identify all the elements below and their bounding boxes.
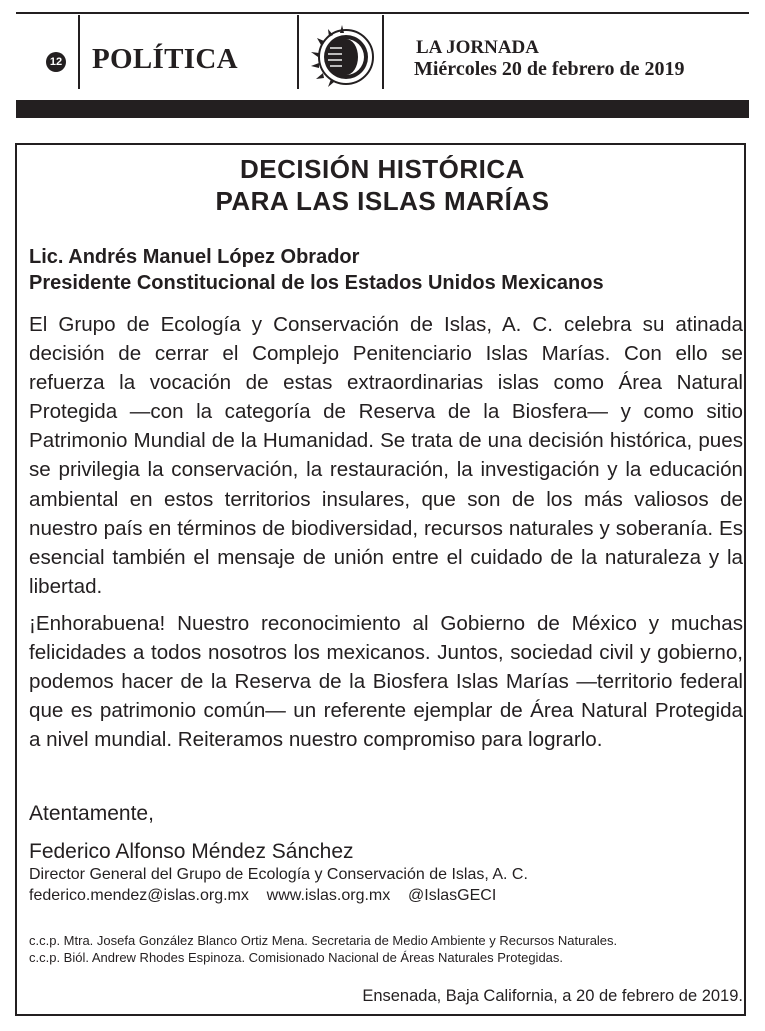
headline-line-2: PARA LAS ISLAS MARÍAS	[215, 186, 550, 216]
contact-email[interactable]: federico.mendez@islas.org.mx	[29, 887, 249, 904]
place-and-date: Ensenada, Baja California, a 20 de febrero de 2019.	[362, 987, 743, 1005]
closing-salutation: Atentamente,	[29, 802, 154, 825]
signer-name: Federico Alfonso Méndez Sánchez	[29, 840, 354, 863]
masthead-divider	[297, 15, 299, 89]
signer-title: Director General del Grupo de Ecología y Conservación de Islas, A. C.	[29, 866, 528, 883]
recipient-title: Presidente Constitucional de los Estados Unidos Mexicanos	[29, 272, 604, 294]
recipient-name: Lic. Andrés Manuel López Obrador	[29, 246, 360, 268]
cc-line-2: c.c.p. Biól. Andrew Rhodes Espinoza. Comisionado Nacional de Áreas Naturales Protegidas.	[29, 950, 564, 965]
contact-row	[29, 887, 496, 905]
cc-line-1: c.c.p. Mtra. Josefa González Blanco Ortiz Mena. Secretaria de Medio Ambiente y Recursos Naturales.	[29, 933, 618, 948]
masthead-top-rule	[16, 12, 749, 14]
newspaper-name: LA JORNADA	[416, 37, 539, 58]
page-number-badge: 12	[46, 52, 66, 72]
body-paragraph-1: El Grupo de Ecología y Conservación de Islas, A. C. celebra su atinada decisión de cerrar el Complejo Penitenciario Islas Marías. Con ello se refuerza la vocación de estas extraordinarias islas como Área Natural Protegida —con la categoría de Reserva de la Biosfera— y como sitio Patrimonio Mundial de la Humanidad. Se trata de una decisión histórica, pues se privilegia la conservación, la restauración, la investigación y la educación ambiental en estos territorios insulares, que son de los más valiosos de nuestro país en términos de biodiversidad, recursos naturales y soberanía. Es esencial también el mensaje de unión entre el cuidado de la naturaleza y la libertad.	[29, 313, 743, 598]
body-paragraph-2: ¡Enhorabuena! Nuestro reconocimiento al Gobierno de México y muchas felicidades a todos nosotros los mexicanos. Juntos, sociedad civil y gobierno, podemos hacer de la Reserva de la Biosfera Islas Marías —territorio federal que es patrimonio común— un referente ejemplar de Área Natural Protegida a nivel mundial. Reiteramos nuestro compromiso para lograrlo.	[29, 612, 743, 752]
contact-website[interactable]: www.islas.org.mx	[266, 887, 391, 904]
masthead-divider	[78, 15, 80, 89]
masthead-bottom-bar	[16, 100, 749, 118]
issue-date: Miércoles 20 de febrero de 2019	[414, 58, 685, 80]
masthead-divider	[382, 15, 384, 89]
headline-line-1: DECISIÓN HISTÓRICA	[240, 154, 525, 184]
section-title: POLÍTICA	[92, 43, 238, 75]
la-jornada-sun-logo-icon	[306, 24, 376, 90]
contact-social-handle[interactable]: @IslasGECI	[408, 887, 497, 904]
